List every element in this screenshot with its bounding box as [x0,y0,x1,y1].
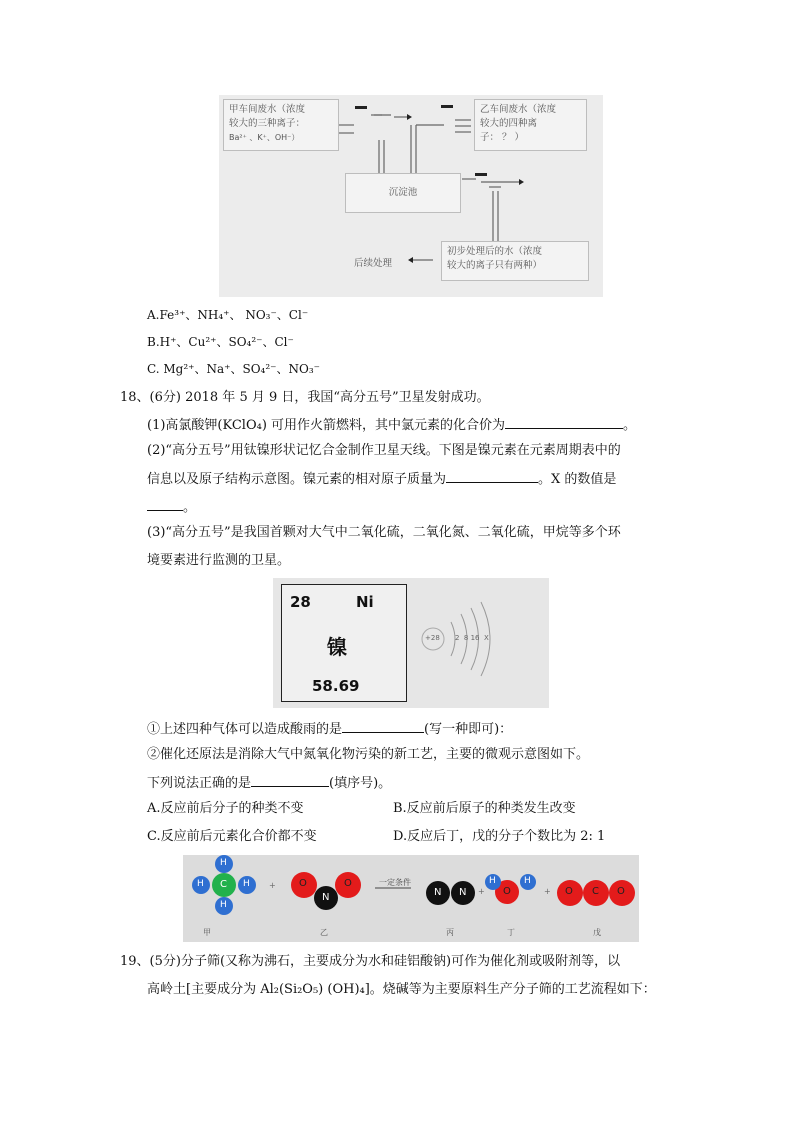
q18-part3-line1: (3)“高分五号”是我国首颗对大气中二氧化硫，二氧化氮、二氧化硫，甲烷等多个环 [147,525,621,540]
atom-label-n: N [322,892,330,903]
q17-option-b: B.H⁺、Cu²⁺、SO₄²⁻、Cl⁻ [147,335,294,349]
label-wu: 戊 [593,928,601,937]
q18-part2-line2 [147,468,616,490]
q18-part1-end: 。 [623,418,637,433]
q18-part2-text: 信息以及原子结构示意图。镍元素的相对原子质量为 [147,472,447,487]
plus-sign-2: + [478,887,485,896]
q18-item1 [147,718,512,740]
plant-b-line2: 较大的四种离 [480,118,538,129]
plant-a-line1: 甲车间废水（浓度 [229,104,306,115]
label-bing: 丙 [446,928,454,937]
q18-item1-end: (写一种即可)： [424,722,513,737]
q18-heading: 18、(6分) 2018 年 5 月 9 日，我国“高分五号”卫星发射成功。 [120,390,490,405]
plant-a-line2: 较大的三种离子： [229,118,306,129]
molecule-models [183,855,639,942]
atom-label-c: C [592,886,599,897]
settling-pool-label: 沉淀池 [388,187,418,198]
plant-a-line3: Ba²⁺ 、K⁺、OH⁻） [229,133,300,142]
q18-option-b: B.反应前后原子的种类发生改变 [393,801,576,816]
element-symbol: Ni [356,593,374,611]
electron-shells: 2 8 16 X [455,634,489,642]
q18-item1-text: ①上述四种气体可以造成酸雨的是 [147,722,343,737]
q18-item3-text: 下列说法正确的是 [147,776,252,791]
answer-blank[interactable] [251,772,329,787]
atom-label-o: O [299,878,307,889]
label-jia: 甲 [203,928,211,937]
q18-option-a: A.反应前后分子的种类不变 [147,801,304,816]
label-yi: 乙 [320,928,328,937]
treated-water-line2: 较大的离子只有两种） [447,260,543,271]
atom-label-o: O [617,886,625,897]
later-treatment-label: 后续处理 [354,258,393,269]
wastewater-diagram [219,95,603,297]
q17-option-a: A.Fe³⁺、NH₄⁺、 NO₃⁻、Cl⁻ [147,308,309,322]
q18-option-d: D.反应后丁，戊的分子个数比为 2: 1 [393,829,606,844]
q18-part1 [147,414,636,436]
atom-label-h-bottom: H [220,900,227,910]
atom-label-c: C [220,879,227,890]
plus-sign-3: + [544,887,551,896]
label-ding: 丁 [507,928,515,937]
answer-blank[interactable] [342,718,424,733]
atom-structure-diagram [273,578,549,708]
settling-pool-box [345,173,461,213]
q18-part3-line2: 境要素进行监测的卫星。 [147,553,291,568]
q18-part2-line1: (2)“高分五号”用钛镍形状记忆合金制作卫星天线。下图是镍元素在元素周期表中的 [147,443,621,458]
answer-blank[interactable] [505,414,623,429]
nickel-element-figure [273,578,549,708]
atomic-number: 28 [290,593,311,611]
atom-label-h-left: H [197,879,204,889]
treated-water-box [441,241,589,281]
plus-sign-1: + [269,881,276,890]
atom-label-o: O [503,886,511,897]
atom-label-h-top: H [220,858,227,868]
reaction-diagram [183,855,639,942]
q18-item3-end: (填序号)。 [329,776,392,791]
atom-label-h: H [524,876,531,886]
atom-label-h-right: H [243,879,250,889]
q19-line1: 19、(5分)分子筛(又称为沸石，主要成分为水和硅铝酸钠)可作为催化剂或吸附剂等，以 [120,954,621,969]
answer-blank[interactable] [446,468,538,483]
q18-item2: ②催化还原法是消除大气中氮氧化物污染的新工艺，主要的微观示意图如下。 [147,747,590,762]
atom-label-h: H [489,876,496,886]
nucleus-charge: +28 [425,634,440,642]
q19-line2: 高岭土[主要成分为 Al₂(Si₂O₅) (OH)₄]。烧碱等为主要原料生产分子筛的工艺流程如下： [147,982,656,997]
q18-item3 [147,772,391,794]
q18-part2-end: 。 [183,500,197,515]
plant-b-line1: 乙车间废水（浓度 [480,104,557,115]
plant-a-wastewater-box [223,99,339,151]
reaction-condition: 一定条件 [379,878,411,887]
plant-b-line3: 子： ？ ） [480,132,525,143]
q18-part1-text: (1)高氯酸钾(KClO₄) 可用作火箭燃料，其中氯元素的化合价为 [147,418,506,433]
element-name: 镍 [327,635,347,659]
atom-label-o: O [565,886,573,897]
plant-b-wastewater-box [474,99,587,151]
atom-label-n: N [459,887,467,898]
q17-option-c: C. Mg²⁺、Na⁺、SO₄²⁻、NO₃⁻ [147,362,320,376]
atom-label-o: O [344,878,352,889]
q18-part2-mid: 。X 的数值是 [538,472,617,487]
treated-water-line1: 初步处理后的水（浓度 [447,246,543,257]
atomic-mass: 58.69 [312,677,360,695]
q18-part2-line3 [147,496,196,518]
atom-label-n: N [434,887,442,898]
answer-blank[interactable] [147,496,183,511]
q18-option-c: C.反应前后元素化合价都不变 [147,829,317,844]
